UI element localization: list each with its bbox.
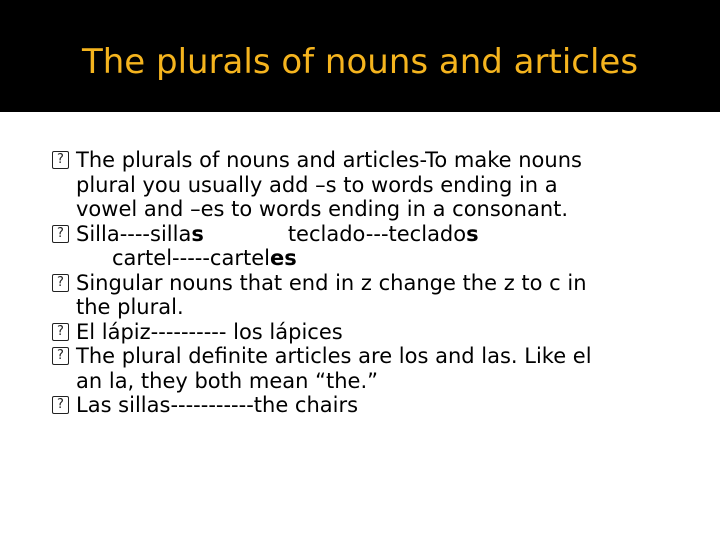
example-line (76, 222, 692, 247)
bullet-text: Singular nouns that end in z change the z to c in (76, 270, 587, 295)
example-cartel-suffix: es (269, 246, 297, 270)
bullet-icon: ? (52, 151, 69, 169)
bullet-lapiz-example (52, 320, 692, 345)
example-cartel: cartel-----cartel (112, 246, 270, 270)
example-teclado-suffix: s (466, 221, 479, 246)
bullet-text: vowel and –es to words ending in a consonant. (76, 197, 569, 221)
example-teclado: teclado---teclado (287, 221, 467, 246)
bullet-z-rule (52, 271, 692, 320)
bullet-text: the plural. (76, 295, 184, 319)
bullet-text: an la, they both mean “the.” (76, 368, 378, 393)
bullet-icon: ? (52, 323, 69, 341)
bullet-icon: ? (52, 225, 69, 243)
bullet-text: The plural definite articles are los and las. Like el (76, 344, 592, 368)
example-silla-suffix: s (191, 221, 204, 246)
bullet-plural-rule (52, 148, 692, 222)
bullet-text: Las sillas-----------the chairs (76, 393, 359, 417)
bullet-text: plural you usually add –s to words ending in a (76, 172, 558, 197)
bullet-icon: ? (52, 347, 69, 365)
example-silla: Silla----silla (76, 221, 192, 246)
example-line (76, 246, 692, 271)
bullet-text: El lápiz---------- los lápices (76, 319, 343, 344)
bullet-icon: ? (52, 274, 69, 292)
slide-title: The plurals of nouns and articles (81, 42, 639, 82)
bullet-text: The plurals of nouns and articles-To make nouns (76, 148, 582, 172)
bullet-sillas-example (52, 393, 692, 418)
bullet-articles-rule (52, 344, 692, 393)
bullet-icon: ? (52, 396, 69, 414)
bullet-examples (52, 222, 692, 271)
slide-content (52, 148, 692, 418)
